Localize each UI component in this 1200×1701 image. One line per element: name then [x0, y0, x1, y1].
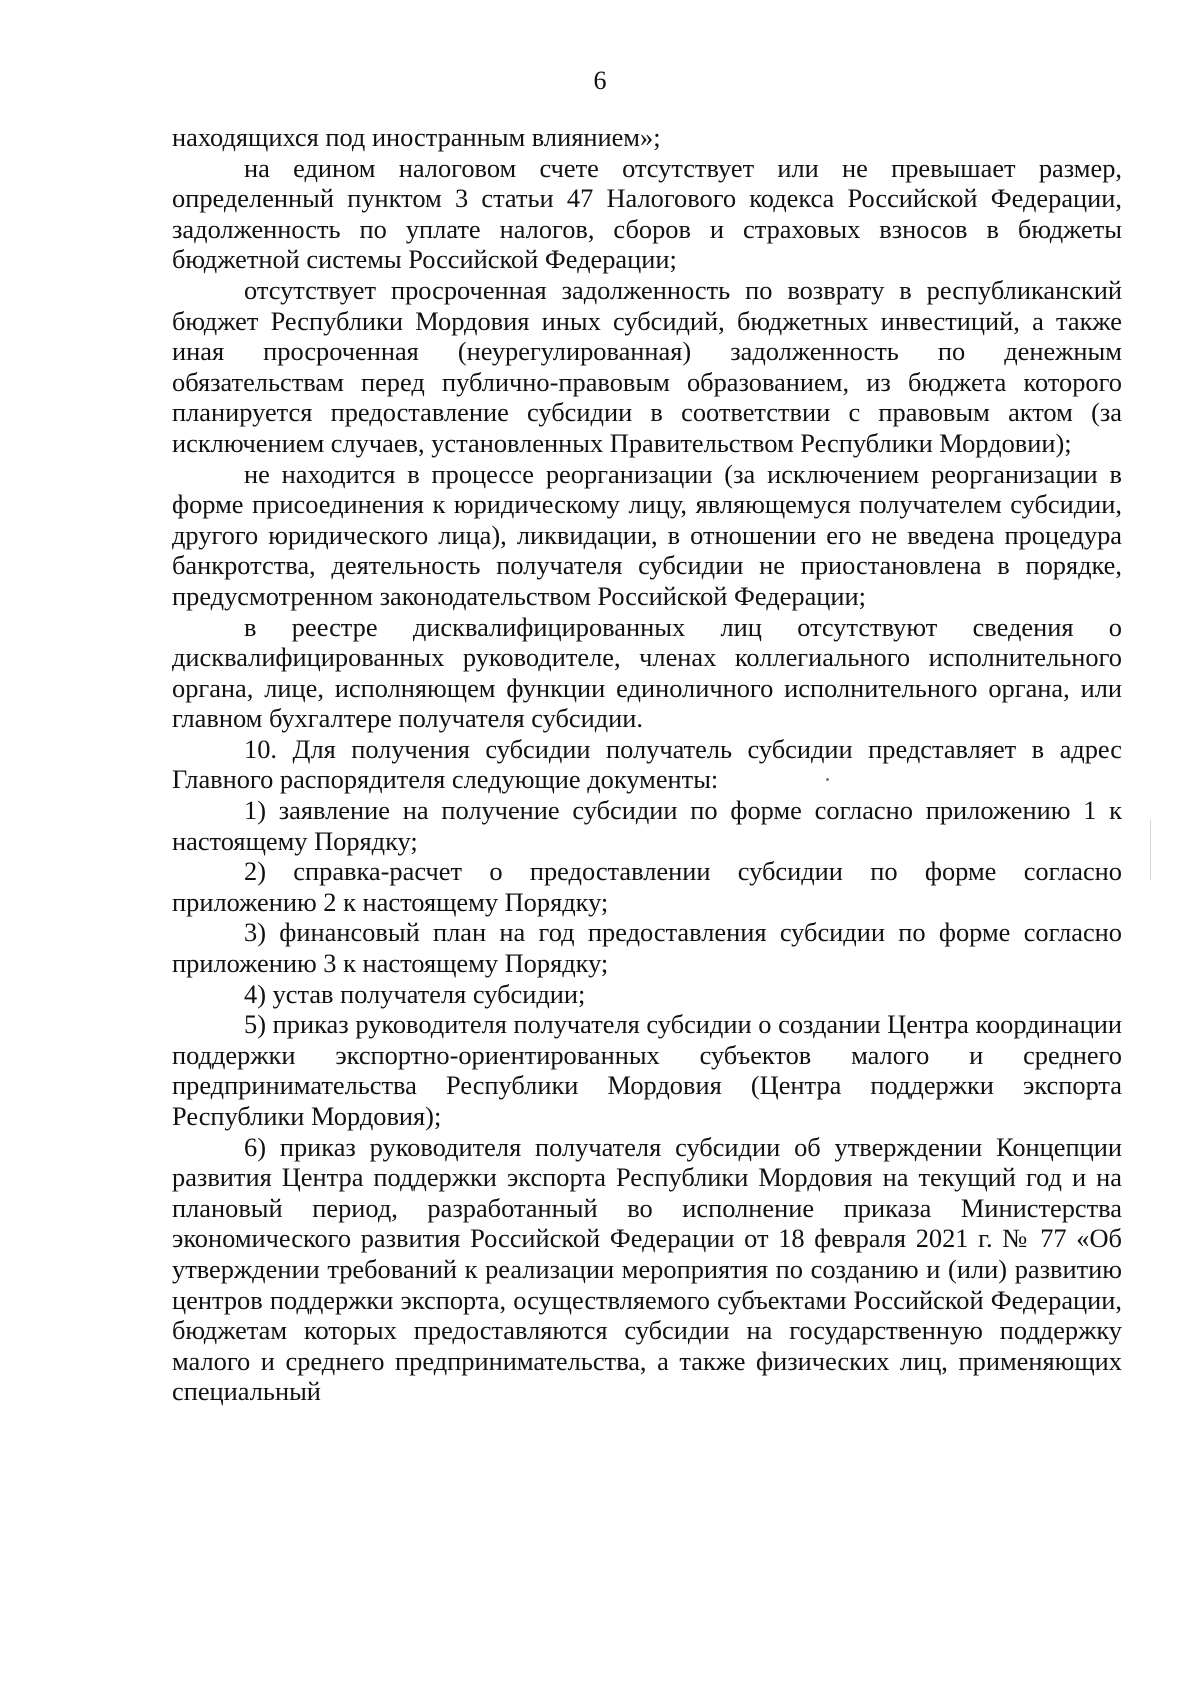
scan-speck: [826, 778, 829, 781]
list-item-1: 1) заявление на получение субсидии по форме согласно приложению 1 к настоящему Порядку;: [172, 795, 1122, 856]
paragraph-item-10: 10. Для получения субсидии получатель субсидии представляет в адрес Главного распорядителя следующие документы:: [172, 733, 1122, 795]
scan-edge-mark: [1150, 820, 1151, 880]
list-item-2: 2) справка-расчет о предоставлении субсидии по форме согласно приложению 2 к настоящему Порядку;: [172, 856, 1122, 917]
list-item-4: 4) устав получателя субсидии;: [244, 978, 586, 1009]
paragraph-disqualified-registry: в реестре дисквалифицированных лиц отсутствуют сведения о дисквалифицированных руководителе, членах коллегиального исполнительного органа, лице, исполняющем функции единоличного исполнительного органа, или главном бухгалтере получателя субсидии.: [172, 611, 1122, 734]
page-number: 6: [593, 66, 607, 95]
document-body: [172, 122, 1122, 1407]
paragraph-reorganization: не находится в процессе реорганизации (за исключением реорганизации в форме присоединения к юридическому лицу, являющемуся получателем субсидии, другого юридического лица), ликвидации, в отношении его не введена процедура банкротства, деятельность получателя субсидии не приостановлена в порядке, предусмотренном законодательством Российской Федерации;: [172, 458, 1122, 611]
list-item-3: 3) финансовый план на год предоставления субсидии по форме согласно приложению 3 к настоящему Порядку;: [172, 917, 1122, 979]
list-item-6: 6) приказ руководителя получателя субсидии об утверждении Концепции развития Центра поддержки экспорта Республики Мордовия на текущий год и на плановый период, разработанный во исполнение приказа Министерства экономического развития Российской Федерации от 18 февраля 2021 г. № 77 «Об утверждении требований к реализации мероприятия по созданию и (или) развитию центров поддержки экспорта, осуществляемого субъектами Российской Федерации, бюджетам которых предоставляются субсидии на государственную поддержку малого и среднего предпринимательства, а также физических лиц, применяющих специальный: [172, 1131, 1122, 1407]
paragraph-continuation: находящихся под иностранным влиянием»;: [172, 122, 661, 152]
paragraph-tax-account: на едином налоговом счете отсутствует или не превышает размер, определенный пунктом 3 статьи 47 Налогового кодекса Российской Федерации, задолженность по уплате налогов, сборов и страховых взносов в бюджеты бюджетной системы Российской Федерации;: [172, 152, 1122, 275]
paragraph-overdue-debt: отсутствует просроченная задолженность по возврату в республиканский бюджет Республики Мордовия иных субсидий, бюджетных инвестиций, а также иная просроченная (неурегулированная) задолженность по денежным обязательствам перед публично-правовым образованием, из бюджета которого планируется предоставление субсидии в соответствии с правовым актом (за исключением случаев, установленных Правительством Республики Мордовии);: [172, 274, 1122, 458]
list-item-5: 5) приказ руководителя получателя субсидии о создании Центра координации поддержки экспортно-ориентированных субъектов малого и среднего предпринимательства Республики Мордовия (Центра поддержки экспорта Республики Мордовия);: [172, 1009, 1122, 1131]
